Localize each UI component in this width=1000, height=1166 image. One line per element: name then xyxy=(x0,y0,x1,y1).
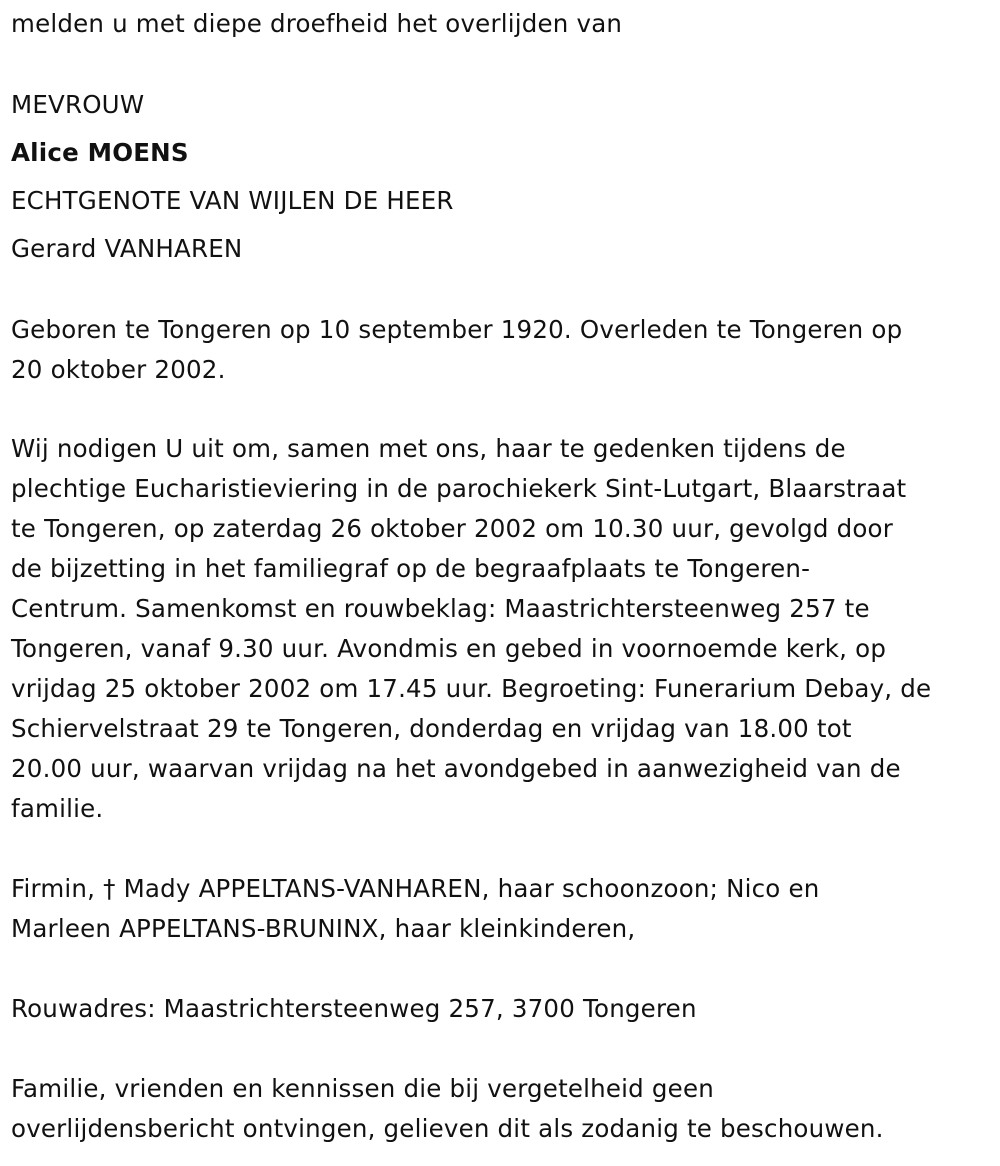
intro-text: melden u met diepe droefheid het overlijden van xyxy=(11,9,623,38)
paragraph-line: Centrum. Samenkomst en rouwbeklag: Maastrichtersteenweg 257 te xyxy=(11,594,870,623)
closing-paragraph xyxy=(11,1069,989,1149)
paragraph-line: Familie, vrienden en kennissen die bij vergetelheid geen xyxy=(11,1074,714,1103)
family-paragraph xyxy=(11,869,989,949)
paragraph-line: Tongeren, vanaf 9.30 uur. Avondmis en gebed in voornoemde kerk, op xyxy=(11,634,887,663)
paragraph-line: Schiervelstraat 29 te Tongeren, donderdag en vrijdag van 18.00 tot xyxy=(11,714,852,743)
spouse-name: Gerard VANHAREN xyxy=(11,234,243,263)
paragraph-line: Marleen APPELTANS-BRUNINX, haar kleinkinderen, xyxy=(11,914,636,943)
paragraph-line: overlijdensbericht ontvingen, gelieven dit als zodanig te beschouwen. xyxy=(11,1114,884,1143)
paragraph-line: 20.00 uur, waarvan vrijdag na het avondgebed in aanwezigheid van de xyxy=(11,754,901,783)
paragraph-line: 20 oktober 2002. xyxy=(11,355,226,384)
paragraph-line: familie. xyxy=(11,794,104,823)
birth-death-paragraph xyxy=(11,310,989,390)
mourning-address: Rouwadres: Maastrichtersteenweg 257, 3700 Tongeren xyxy=(11,994,697,1023)
paragraph-line: te Tongeren, op zaterdag 26 oktober 2002 om 10.30 uur, gevolgd door xyxy=(11,514,894,543)
paragraph-line: de bijzetting in het familiegraf op de begraafplaats te Tongeren- xyxy=(11,554,811,583)
paragraph-line: Geboren te Tongeren op 10 september 1920. Overleden te Tongeren op xyxy=(11,315,903,344)
deceased-title: MEVROUW xyxy=(11,90,145,119)
paragraph-line: vrijdag 25 oktober 2002 om 17.45 uur. Begroeting: Funerarium Debay, de xyxy=(11,674,932,703)
paragraph-line: Wij nodigen U uit om, samen met ons, haar te gedenken tijdens de xyxy=(11,434,846,463)
deceased-name: Alice MOENS xyxy=(11,138,189,167)
relation-text: ECHTGENOTE VAN WIJLEN DE HEER xyxy=(11,186,454,215)
paragraph-line: plechtige Eucharistieviering in de parochiekerk Sint-Lutgart, Blaarstraat xyxy=(11,474,907,503)
ceremony-paragraph xyxy=(11,429,989,829)
paragraph-line: Firmin, † Mady APPELTANS-VANHAREN, haar schoonzoon; Nico en xyxy=(11,874,820,903)
